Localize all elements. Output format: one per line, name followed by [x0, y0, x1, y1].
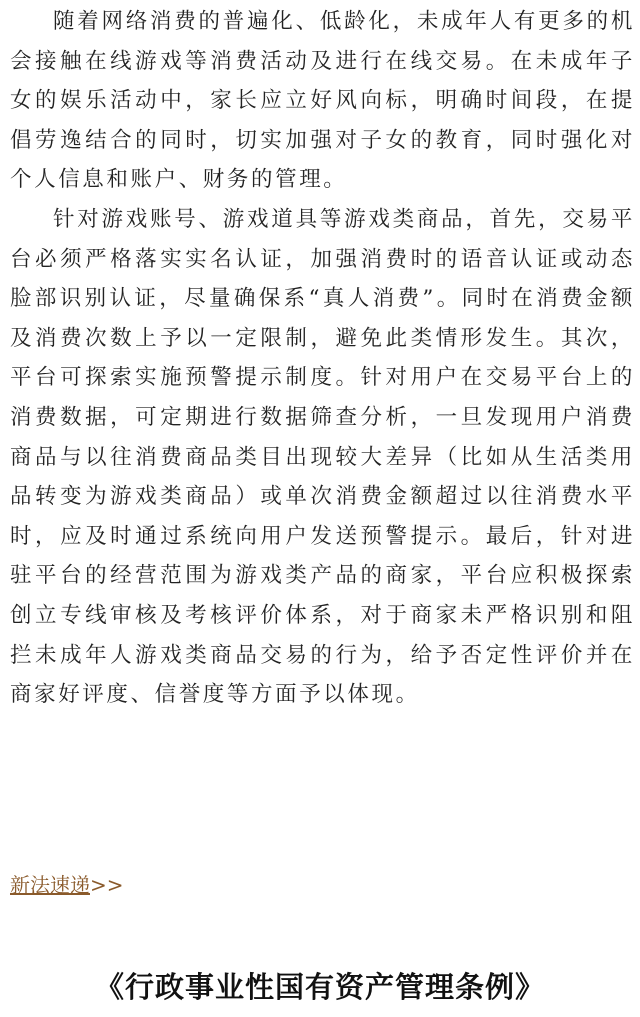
article-body [10, 2, 635, 715]
law-title-heading: 《行政事业性国有资产管理条例》 [94, 970, 545, 1004]
section-link-new-law-express[interactable] [10, 870, 124, 900]
double-chevron-right-icon: >> [90, 873, 124, 897]
section-link-label[interactable]: 新法速递 [10, 873, 90, 897]
article-paragraph-1: 随着网络消费的普遍化、低龄化，未成年人有更多的机会接触在线游戏等消费活动及进行在线交易。在未成年子女的娱乐活动中，家长应立好风向标，明确时间段，在提倡劳逸结合的同时，切实加强对子女的教育，同时强化对个人信息和账户、财务的管理。 [10, 9, 635, 193]
article-paragraph-2: 针对游戏账号、游戏道具等游戏类商品，首先，交易平台必须严格落实实名认证，加强消费时的语音认证或动态脸部识别认证，尽量确保系“真人消费”。同时在消费金额及消费次数上予以一定限制，避免此类情形发生。其次，平台可探索实施预警提示制度。针对用户在交易平台上的消费数据，可定期进行数据筛查分析，一旦发现用户消费商品与以往消费商品类目出现较大差异（比如从生活类用品转变为游戏类商品）或单次消费金额超过以往消费水平时，应及时通过系统向用户发送预警提示。最后，针对进驻平台的经营范围为游戏类产品的商家，平台应积极探索创立专线审核及考核评价体系，对于商家未严格识别和阻拦未成年人游戏类商品交易的行为，给予否定性评价并在商家好评度、信誉度等方面予以体现。 [10, 206, 635, 708]
